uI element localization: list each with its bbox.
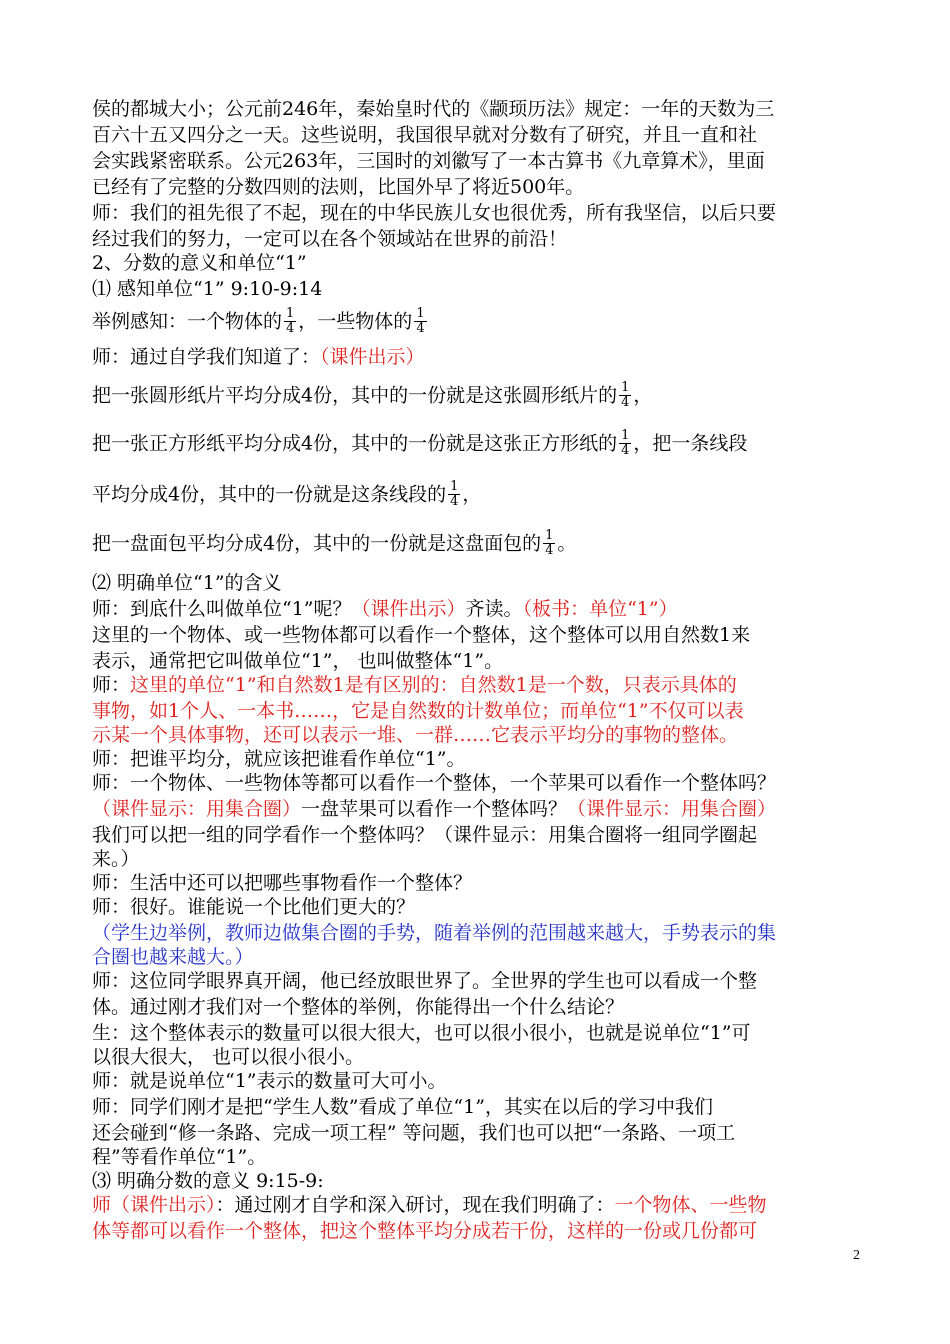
red-annotation: （课件出示） <box>320 346 425 368</box>
red-annotation: （课件出示） <box>351 598 466 620</box>
text-line: 师：这位同学眼界真开阔，他已经放眼世界了。全世界的学生也可以看成一个整 <box>92 970 758 992</box>
fraction-numerator: 1 <box>450 479 459 494</box>
text-line: 程”等看作单位“1”。 <box>92 1146 267 1168</box>
line-text: 齐读。 <box>465 598 523 620</box>
section-heading: 2、分数的意义和单位“1” <box>92 252 307 274</box>
text-line: 来。） <box>92 848 140 870</box>
red-annotation: 师（课件出示） <box>92 1194 216 1216</box>
text-line: 以很大很大， 也可以很小很小。 <box>92 1046 365 1068</box>
text-line <box>92 796 862 822</box>
text-line: 体。通过刚才我们对一个整体的举例，你能得出一个什么结论？ <box>92 996 625 1018</box>
fraction-denominator: 4 <box>450 494 459 509</box>
line-text: 把一张正方形纸平均分成4份，其中的一份就是这张正方形纸的 <box>92 432 618 455</box>
line-text: 平均分成4份，其中的一份就是这条线段的 <box>92 483 447 506</box>
text-line: 师：把谁平均分，就应该把谁看作单位“1”。 <box>92 748 466 770</box>
red-text-line: 事物，如1个人、一本书……，它是自然数的计数单位；而单位“1”不仅可以表 <box>92 700 744 722</box>
text-line: 表示，通常把它叫做单位“1”， 也叫做整体“1”。 <box>92 650 504 672</box>
line-text: 把一张圆形纸片平均分成4份，其中的一份就是这张圆形纸片的 <box>92 384 618 407</box>
text-line: 师：我们的祖先很了不起，现在的中华民族儿女也很优秀，所有我坚信，以后只要 <box>92 202 777 224</box>
fraction-denominator: 4 <box>621 395 630 410</box>
fraction-numerator: 1 <box>286 306 295 321</box>
red-text-line: 示某一个具体事物，还可以表示一堆、一群……它表示平均分的事物的整体。 <box>92 724 739 746</box>
text-line: 我们可以把一组的同学看作一个整体吗？（课件显示：用集合圈将一组同学圈起 <box>92 824 758 846</box>
subsection-heading: ⑵ 明确单位“1”的含义 <box>92 572 282 594</box>
red-annotation: 这里的单位“1”和自然数1是有区别的：自然数1是一个数，只表示具体的 <box>130 674 737 696</box>
text-line <box>92 481 862 510</box>
text-line <box>92 344 862 370</box>
line-text: 师： <box>92 674 131 696</box>
page-number: 2 <box>853 1248 860 1263</box>
red-annotation: 一个物体、一些物 <box>614 1194 767 1216</box>
text-line: 师：很好。谁能说一个比他们更大的？ <box>92 896 416 918</box>
text-line <box>92 530 862 559</box>
red-annotation: （课件显示：用集合圈） <box>92 798 302 820</box>
blue-text-line: 合圈也越来越大。） <box>92 946 254 968</box>
text-line: 经过我们的努力，一定可以在各个领域站在世界的前沿！ <box>92 228 568 250</box>
text-line: 师：生活中还可以把哪些事物看作一个整体？ <box>92 872 473 894</box>
text-line: 师：同学们刚才是把“学生人数”看成了单位“1”，其实在以后的学习中我们 <box>92 1096 713 1118</box>
fraction-numerator: 1 <box>416 306 425 321</box>
fraction-numerator: 1 <box>621 380 630 395</box>
text-line: 师：一个物体、一些物体等都可以看作一个整体，一个苹果可以看作一个整体吗？ <box>92 772 777 794</box>
fraction-one-quarter <box>619 429 631 458</box>
line-text: 师：到底什么叫做单位“1”呢？ <box>92 598 352 620</box>
text-line: 还会碰到“修一条路、完成一项工程” 等问题，我们也可以把“一条路、一项工 <box>92 1122 736 1144</box>
text-line: 百六十五又四分之一天。这些说明，我国很早就对分数有了研究，并且一直和社 <box>92 124 758 146</box>
line-text: 举例感知：一个物体的 <box>92 310 283 333</box>
line-text: ：通过刚才自学和深入研讨，现在我们明确了： <box>215 1194 615 1216</box>
fraction-denominator: 4 <box>286 321 295 336</box>
text-line: 生：这个整体表示的数量可以很大很大，也可以很小很小，也就是说单位“1”可 <box>92 1022 751 1044</box>
fraction-one-quarter <box>543 529 555 558</box>
subsection-heading: ⑶ 明确分数的意义 9:15-9: <box>92 1170 324 1192</box>
text-line: 侯的都城大小；公元前246年，秦始皇时代的《颛顼历法》规定：一年的天数为三 <box>92 98 775 120</box>
text-line: 师：就是说单位“1”表示的数量可大可小。 <box>92 1070 447 1092</box>
line-text: ，把一条线段 <box>633 432 748 455</box>
subsection-heading: ⑴ 感知单位“1” 9:10-9:14 <box>92 278 323 300</box>
fraction-denominator: 4 <box>621 443 630 458</box>
blackboard-note: （板书：单位“1”） <box>522 598 678 620</box>
text-line <box>92 1192 862 1218</box>
text-line: 这里的一个物体、或一些物体都可以看作一个整体，这个整体可以用自然数1来 <box>92 624 751 646</box>
fraction-one-quarter <box>414 307 426 336</box>
text-line <box>92 430 862 459</box>
text-line <box>92 308 862 337</box>
red-annotation: （课件显示：用集合圈） <box>567 798 777 820</box>
fraction-numerator: 1 <box>621 428 630 443</box>
fraction-numerator: 1 <box>545 528 554 543</box>
fraction-denominator: 4 <box>416 321 425 336</box>
text-line <box>92 596 862 622</box>
line-text: 把一盘面包平均分成4份，其中的一份就是这盘面包的 <box>92 532 542 555</box>
red-text-line: 体等都可以看作一个整体，把这个整体平均分成若干份，这样的一份或几份都可 <box>92 1220 758 1242</box>
text-line: 会实践紧密联系。公元263年，三国时的刘徽写了一本古算书《九章算术》，里面 <box>92 150 765 172</box>
fraction-one-quarter <box>284 307 296 336</box>
line-text: ， <box>462 483 482 506</box>
text-line: 已经有了完整的分数四则的法则，比国外早了将近500年。 <box>92 176 585 198</box>
fraction-one-quarter <box>619 381 631 410</box>
line-text: ，一些物体的 <box>298 310 413 333</box>
text-line <box>92 382 862 411</box>
line-text: 师：通过自学我们知道了： <box>92 346 321 368</box>
fraction-one-quarter <box>448 480 460 509</box>
text-line <box>92 672 862 698</box>
line-text: 。 <box>557 532 577 555</box>
line-text: ， <box>633 384 653 407</box>
blue-text-line: （学生边举例，教师边做集合圈的手势，随着举例的范围越来越大，手势表示的集 <box>92 922 777 944</box>
fraction-denominator: 4 <box>545 543 554 558</box>
line-text: 一盘苹果可以看作一个整体吗？ <box>301 798 568 820</box>
